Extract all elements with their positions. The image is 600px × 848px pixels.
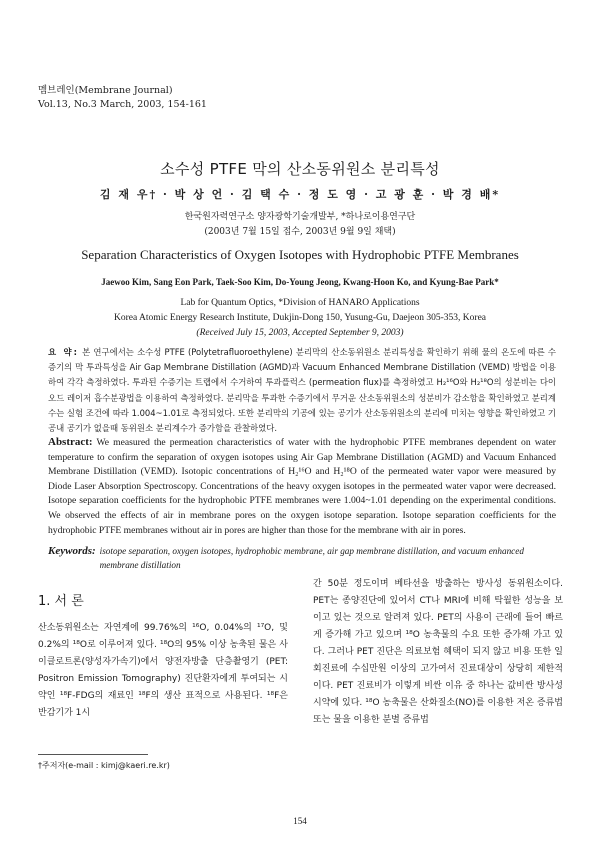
authors-english: Jaewoo Kim, Sang Eon Park, Taek-Soo Kim, Do-Young Jeong, Kwang-Hoon Ko, and Kyung-Bae Park* xyxy=(101,277,499,287)
section-heading: 1. 서 론 xyxy=(38,594,84,609)
footnote: †주저자(e-mail : kimj@kaeri.re.kr) xyxy=(38,761,170,770)
abstract-korean xyxy=(48,345,556,436)
title-korean: 소수성 PTFE 막의 산소동위원소 분리특성 xyxy=(160,160,440,178)
keywords-text: isotope separation, oxygen isotopes, hydrophobic membrane, air gap membrane distillation, and vacuum enhanced membrane distillation xyxy=(99,546,524,570)
keywords xyxy=(48,544,556,572)
journal-header xyxy=(38,84,207,112)
abstract-english-label: Abstract: xyxy=(48,436,93,448)
footnote-rule xyxy=(38,754,148,755)
body-column-left: 산소동위원소는 자연계에 99.76%의 ¹⁶O, 0.04%의 ¹⁷O, 및 0.2%의 ¹⁸O로 이루어져 있다. ¹⁸O의 95% 이상 농축된 물은 사이클로트론(양성자가속기)에서 양전자방출 단층촬영기 (PET: Positron Emission Tomography) 진단환자에게 투여되는 시약인 ¹⁸F-FDG의 재료인 ¹⁸F의 생산 표적으로 사용된다. ¹⁸F은 반감기가 1시 xyxy=(38,623,288,718)
body-column-right: 간 50분 정도이며 베타선을 방출하는 방사성 동위원소이다. PET는 종양진단에 있어서 CT나 MRI에 비해 탁월한 성능을 보이고 있는 것으로 알려져 있다. PET의 사용이 근래에 들어 빠르게 증가해 가고 있으며 ¹⁸O 농축물의 수요 또한 증가해 가고 있다. 그러나 PET 진단은 의료보험 혜택이 되지 않고 비용 또한 일회진료에 수십만원 이상의 고가여서 진료대상이 상당히 제한적이다. PET 진료비가 이렇게 비싼 이유 중 하나는 값비싼 방사성 시약에 있다. ¹⁸O 농축물은 산화질소(NO)를 이용한 저온 증류법 또는 물을 이용한 분별 증류법 xyxy=(313,579,563,725)
journal-name: 멤브레인(Membrane Journal) xyxy=(38,85,173,96)
affiliation-english-line-2: Korea Atomic Energy Research Institute, Dukjin-Dong 150, Yusung-Gu, Daejeon 305-353, Korea xyxy=(114,313,486,323)
affiliation-english xyxy=(0,296,600,341)
abstract-english xyxy=(48,435,556,538)
dates-korean: (2003년 7월 15일 접수, 2003년 9월 9일 채택) xyxy=(204,227,396,237)
title-english: Separation Characteristics of Oxygen Isotopes with Hydrophobic PTFE Membranes xyxy=(81,247,519,262)
journal-issue: Vol.13, No.3 March, 2003, 154-161 xyxy=(38,99,207,110)
affiliation-english-line-1: Lab for Quantum Optics, *Division of HANARO Applications xyxy=(180,298,420,308)
abstract-korean-label: 요 약: xyxy=(48,347,79,357)
abstract-korean-text: 본 연구에서는 소수성 PTFE (Polytetrafluoroethylene) 분리막의 산소동위원소 분리특성을 확인하기 위해 물의 온도에 따른 수증기의 막 투과특성을 Air Gap Membrane Distillation (AGMD)과 Vacuum Enhanced Membrane Distillation (VEMD) 방법을 이용하여 각각 측정하였다. 투과된 수증기는 트랩에서 수거하여 투과플럭스 (permeation flux)를 측정하였고 H₂¹⁶O와 H₂¹⁸O의 성분비는 다이오드 레이저 흡수분광법을 이용하여 측정하였다. 분리막을 투과한 수증기에서 무거운 산소동위원소의 성분비가 감소함을 확인하였고 분리계수는 실험 조건에 따라 1.004~1.01로 측정되었다. 또한 분리막의 기공에 있는 공기가 산소동위원소의 분리에 미치는 영향을 확인하였고 기공내 공기가 없을때 동위원소 분리계수가 증가함을 관찰하였다. xyxy=(48,347,556,434)
received-dates-english: (Received July 15, 2003, Accepted September 9, 2003) xyxy=(196,328,404,338)
keywords-label: Keywords: xyxy=(48,545,96,557)
affiliation-korean-line: 한국원자력연구소 양자광학기술개발부, *하나로이용연구단 xyxy=(184,212,416,222)
abstract-english-text: We measured the permeation characteristics of water with the hydrophobic PTFE membranes dependent on water temperature to confirm the separation of oxygen isotopes using Air Gap Membrane Distillation (AGMD) and Vacuum Enhanced Membrane Distillation (VEMD). Isotopic concentrations of H₂¹⁶O and H₂¹⁸O of the permeated water vapor were measured by Diode Laser Absorption Spectroscopy. Concentrations of the heavy oxygen isotopes in the permeated water vapor were decreased. Isotope separation coefficients for the hydrophobic PTFE membranes were 1.004~1.01 depending on the experimental conditions. We observed the effects of air in membrane pores on the oxygen isotope separation. Isotope separation coefficients for the hydrophobic PTFE membranes without air in pores are higher than those for the membrane with air in pores. xyxy=(48,437,556,536)
page-number: 154 xyxy=(293,816,307,826)
affiliation-korean xyxy=(0,210,600,240)
authors-korean: 김 재 우† · 박 상 언 · 김 택 수 · 정 도 영 · 고 광 훈 · 박 경 배* xyxy=(99,188,501,201)
